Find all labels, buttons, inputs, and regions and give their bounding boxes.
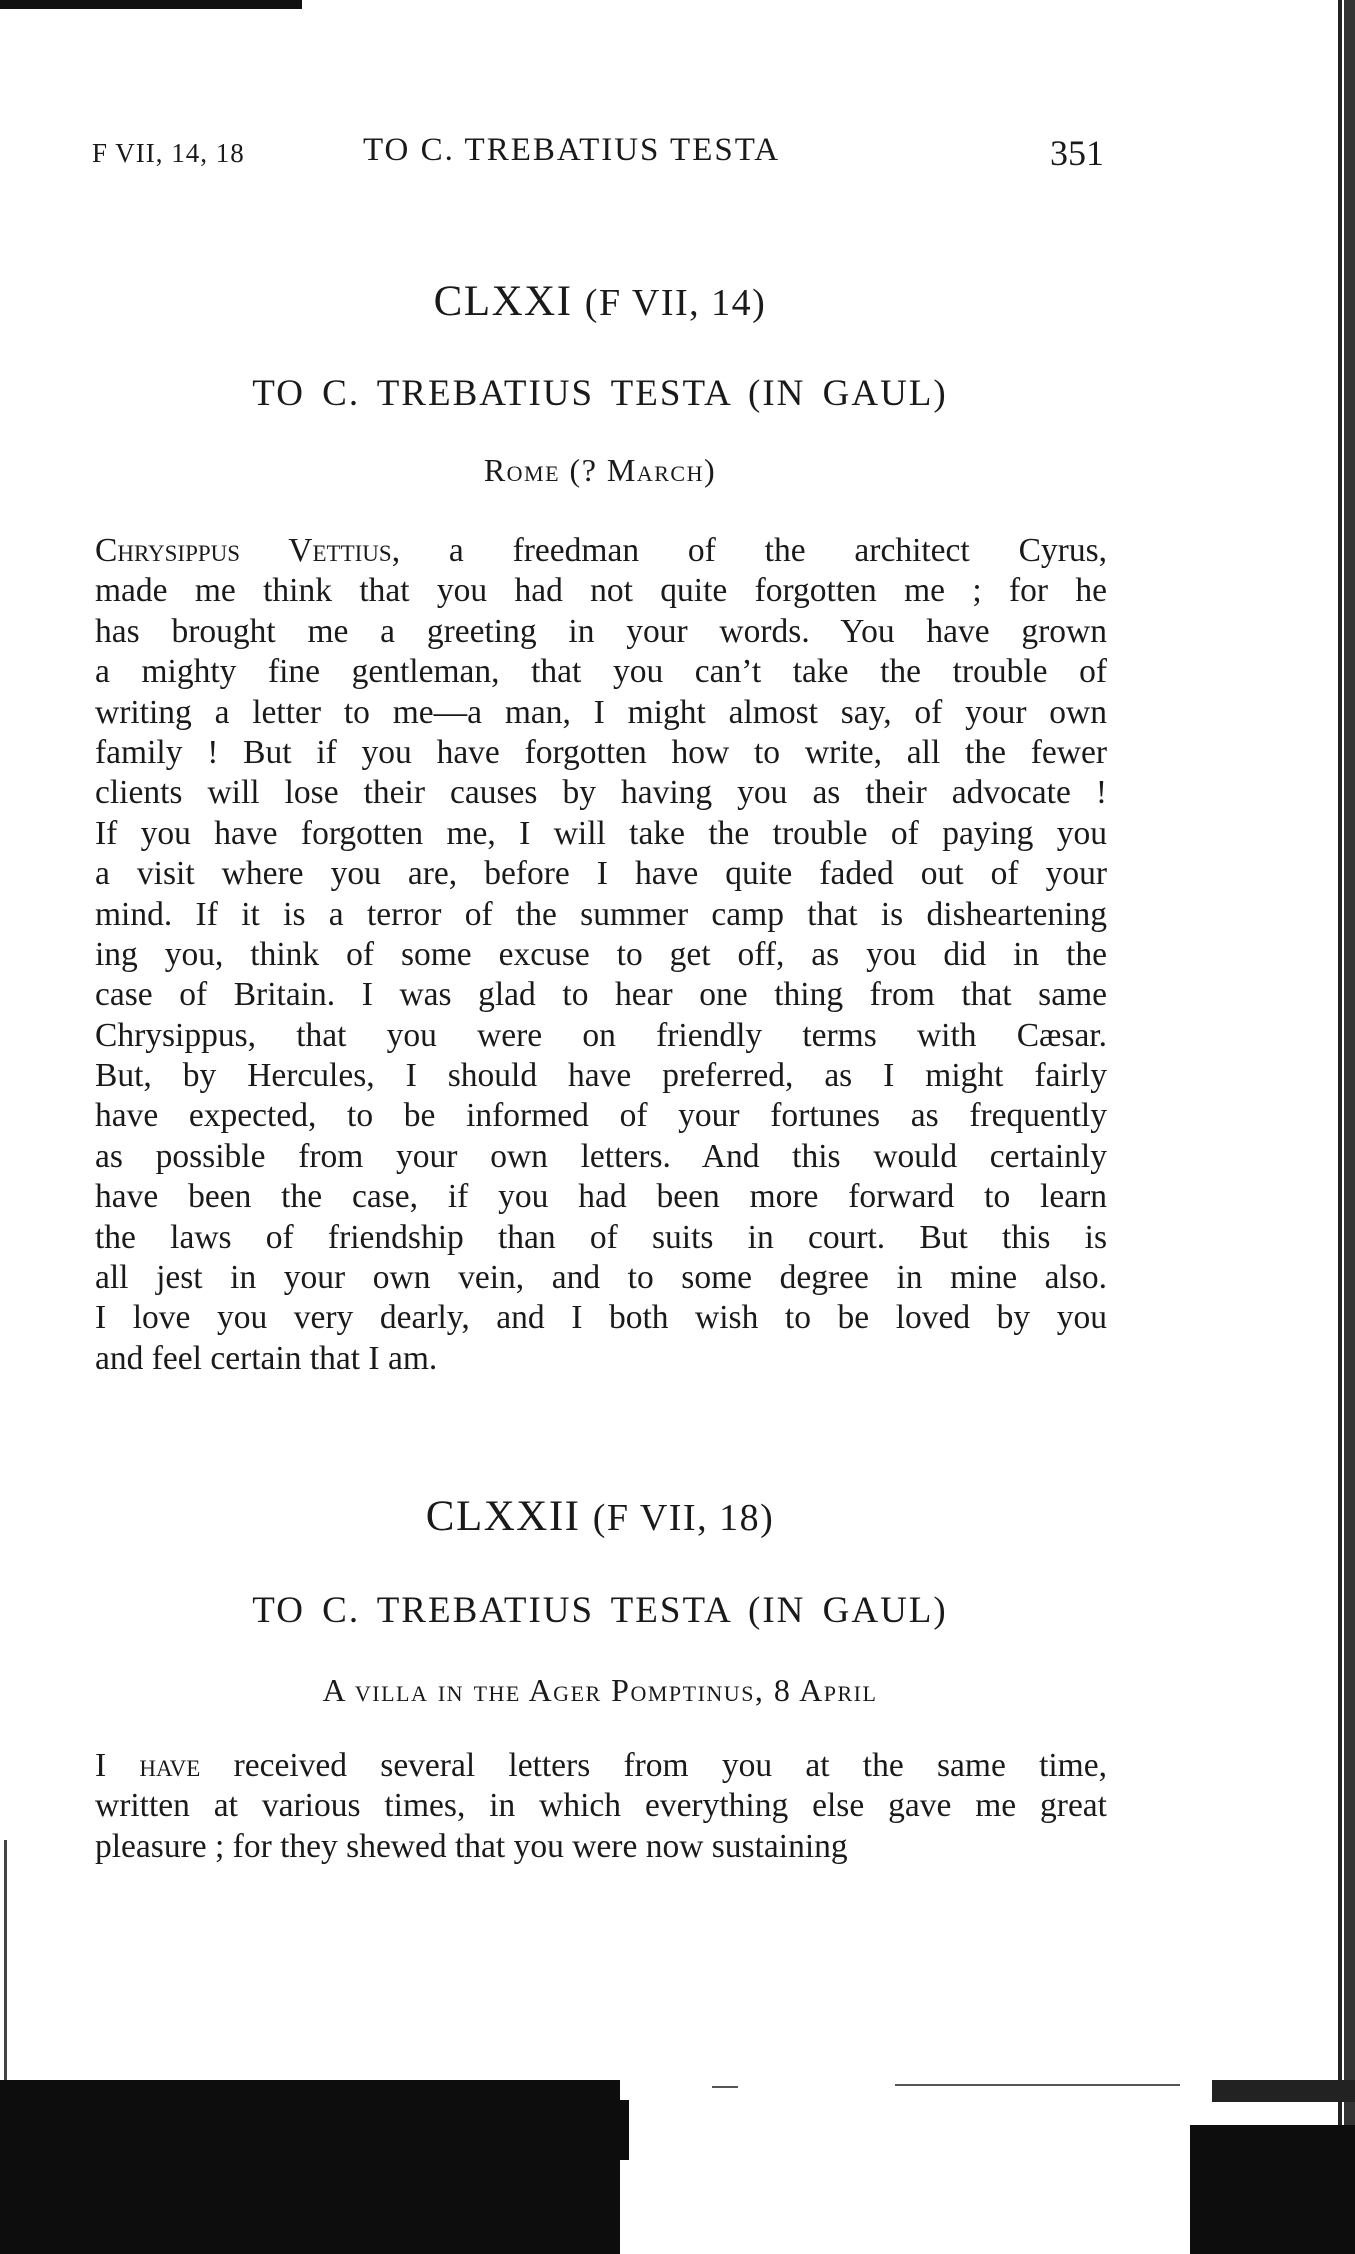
scan-shadow-bottom-left — [0, 2080, 620, 2254]
scan-shadow-notch — [605, 2100, 629, 2160]
letter-heading — [0, 1492, 1200, 1541]
running-head-title: TO C. TREBATIUS TESTA — [363, 132, 781, 168]
text-line: the laws of friendship than of suits in court. But this is — [95, 1218, 1107, 1256]
running-head-reference: F VII, 14, 18 — [92, 138, 245, 168]
text-line: Chrysippus, that you were on friendly terms with Cæsar. — [95, 1016, 1107, 1054]
opening-small-caps: I have — [95, 1747, 201, 1784]
text-line: a visit where you are, before I have quite faded out of your — [95, 855, 1107, 893]
letter-heading — [0, 277, 1200, 326]
text-line: pleasure ; for they shewed that you were now sustaining — [95, 1827, 848, 1865]
page-number: 351 — [1050, 133, 1104, 173]
letter-number: CLXXII — [425, 1493, 581, 1540]
scan-edge-top — [0, 0, 302, 9]
text-line: made me think that you had not quite forgotten me ; for he — [95, 572, 1107, 610]
text-line: have been the case, if you had been more forward to learn — [95, 1178, 1107, 1216]
scan-rule-line — [895, 2084, 1180, 2086]
letter-place-date: A villa in the Ager Pomptinus, 8 April — [322, 1672, 878, 1708]
text-line: written at various times, in which everything else gave me great — [95, 1787, 1107, 1825]
scan-dash-mark — [712, 2086, 738, 2088]
text-line: case of Britain. I was glad to hear one thing from that same — [95, 976, 1107, 1014]
scan-shadow-bottom-right — [1190, 2125, 1355, 2254]
letter-reference: (F VII, 14) — [584, 282, 767, 324]
text-line: mind. If it is a terror of the summer camp that is disheartening — [95, 895, 1107, 933]
running-head — [92, 128, 1104, 178]
letter-recipient: TO C. TREBATIUS TESTA (IN GAUL) — [252, 373, 948, 414]
text-line: clients will lose their causes by having you as their advocate ! — [95, 774, 1107, 812]
text-line: ing you, think of some excuse to get off, as you did in the — [95, 935, 1107, 973]
letter-recipient: TO C. TREBATIUS TESTA (IN GAUL) — [252, 1590, 948, 1631]
text-line: all jest in your own vein, and to some degree in mine also. — [95, 1259, 1107, 1297]
text-line: has brought me a greeting in your words. You have grown — [95, 612, 1107, 650]
text-line: and feel certain that I am. — [95, 1339, 438, 1377]
text-line: writing a letter to me—a man, I might almost say, of your own — [95, 693, 1107, 731]
text-line: as possible from your own letters. And this would certainly — [95, 1137, 1107, 1175]
scan-shadow-fringe — [1212, 2080, 1355, 2102]
text-line: have expected, to be informed of your fortunes as frequently — [95, 1097, 1107, 1135]
letter-place-date: Rome (? March) — [483, 452, 717, 488]
text-line: family ! But if you have forgotten how to write, all the fewer — [95, 733, 1107, 771]
scan-edge-right — [1335, 0, 1355, 2254]
scan-edge-left — [4, 1840, 7, 2100]
text-line: a mighty fine gentleman, that you can’t take the trouble of — [95, 653, 1107, 691]
text-line: But, by Hercules, I should have preferred, as I might fairly — [95, 1057, 1107, 1095]
opening-small-caps: Chrysippus Vettius — [95, 532, 392, 569]
letter-body — [95, 1746, 1107, 1867]
letter-reference: (F VII, 18) — [592, 1497, 775, 1539]
letter-number: CLXXI — [433, 278, 573, 325]
text-line: If you have forgotten me, I will take the trouble of paying you — [95, 814, 1107, 852]
letter-body — [95, 531, 1107, 1379]
text-line: I love you very dearly, and I both wish to be loved by you — [95, 1299, 1107, 1337]
text-line: I have received several letters from you at the same time, — [95, 1747, 1107, 1784]
text-line: Chrysippus Vettius, a freedman of the architect Cyrus, — [95, 532, 1107, 569]
